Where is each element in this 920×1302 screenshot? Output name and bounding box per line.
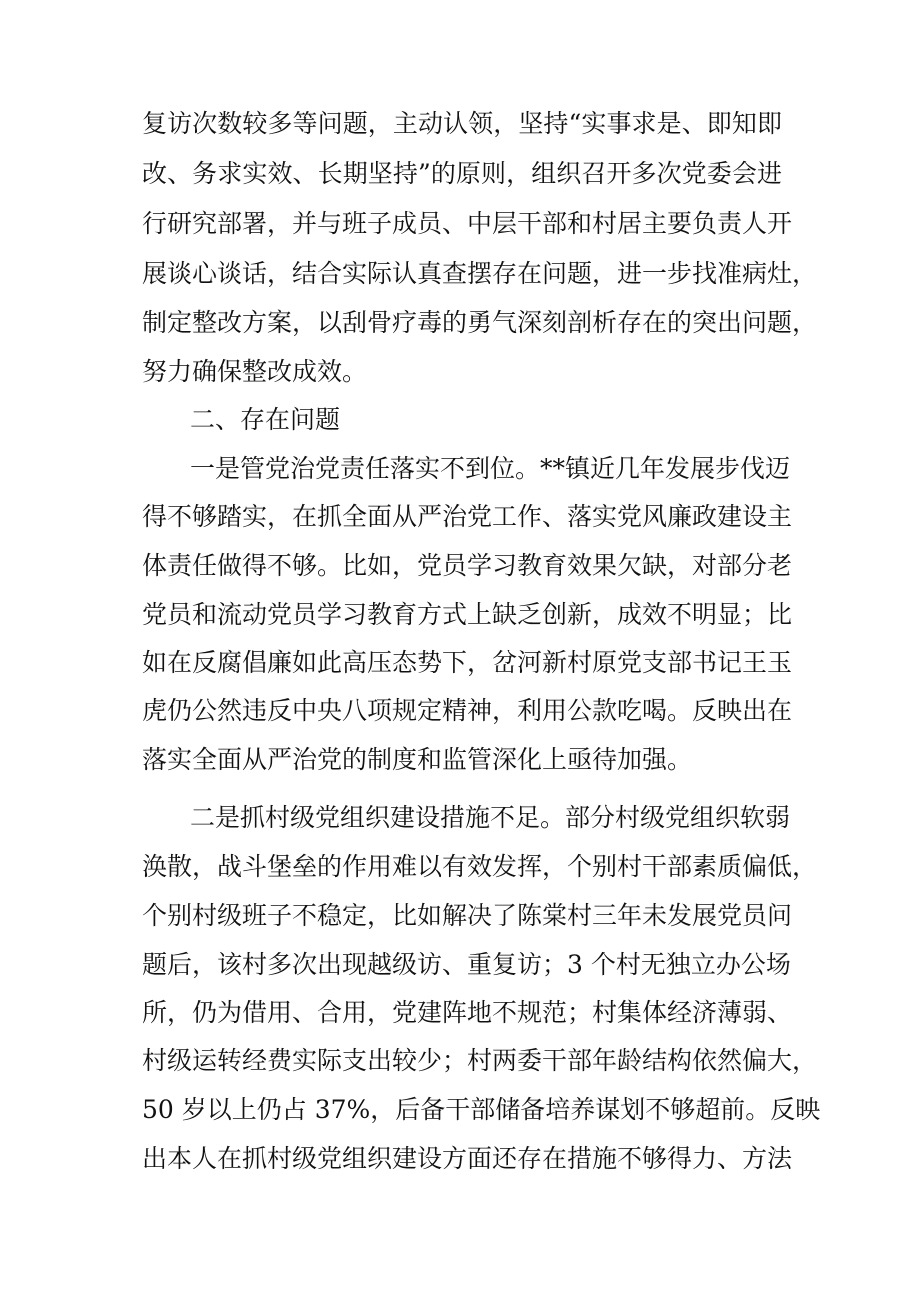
- paragraph-line: 行研究部署，并与班子成员、中层干部和村居主要负责人开: [142, 209, 793, 238]
- paragraph-line: 所，仍为借用、合用，党建阵地不规范；村集体经济薄弱、: [142, 998, 793, 1027]
- paragraph-line: 出本人在抓村级党组织建设方面还存在措施不够得力、方法: [142, 1144, 793, 1173]
- paragraph-line: 一是管党治党责任落实不到位。**镇近几年发展步伐迈: [190, 454, 791, 483]
- paragraph-line: 50 岁以上仍占 37%，后备干部储备培养谋划不够超前。反映: [142, 1095, 821, 1124]
- paragraph-line: 村级运转经费实际支出较少；村两委干部年龄结构依然偏大，: [142, 1046, 818, 1075]
- paragraph-line: 落实全面从严治党的制度和监管深化上亟待加强。: [142, 745, 693, 774]
- paragraph-line: 展谈心谈话，结合实际认真查摆存在问题，进一步找准病灶，: [142, 259, 818, 288]
- paragraph-line: 二是抓村级党组织建设措施不足。部分村级党组织软弱: [190, 803, 791, 832]
- paragraph-line: 得不够踏实，在抓全面从严治党工作、落实党风廉政建设主: [142, 502, 793, 531]
- paragraph-line: 制定整改方案，以刮骨疗毒的勇气深刻剖析存在的突出问题，: [142, 308, 818, 337]
- paragraph-line: 努力确保整改成效。: [142, 357, 368, 386]
- paragraph-line: 如在反腐倡廉如此高压态势下，岔河新村原党支部书记王玉: [142, 648, 793, 677]
- paragraph-line: 体责任做得不够。比如，党员学习教育效果欠缺，对部分老: [142, 551, 793, 580]
- paragraph-line: 复访次数较多等问题，主动认领，坚持“实事求是、即知即: [142, 109, 782, 138]
- section-heading: 二、存在问题: [190, 405, 341, 434]
- paragraph-line: 虎仍公然违反中央八项规定精神，利用公款吃喝。反映出在: [142, 696, 793, 725]
- paragraph-line: 改、务求实效、长期坚持”的原则，组织召开多次党委会进: [142, 159, 782, 188]
- paragraph-line: 题后，该村多次出现越级访、重复访；3 个村无独立办公场: [142, 950, 791, 979]
- paragraph-line: 涣散，战斗堡垒的作用难以有效发挥，个别村干部素质偏低，: [142, 852, 818, 881]
- paragraph-line: 党员和流动党员学习教育方式上缺乏创新，成效不明显；比: [142, 600, 793, 629]
- paragraph-line: 个别村级班子不稳定，比如解决了陈棠村三年未发展党员问: [142, 901, 793, 930]
